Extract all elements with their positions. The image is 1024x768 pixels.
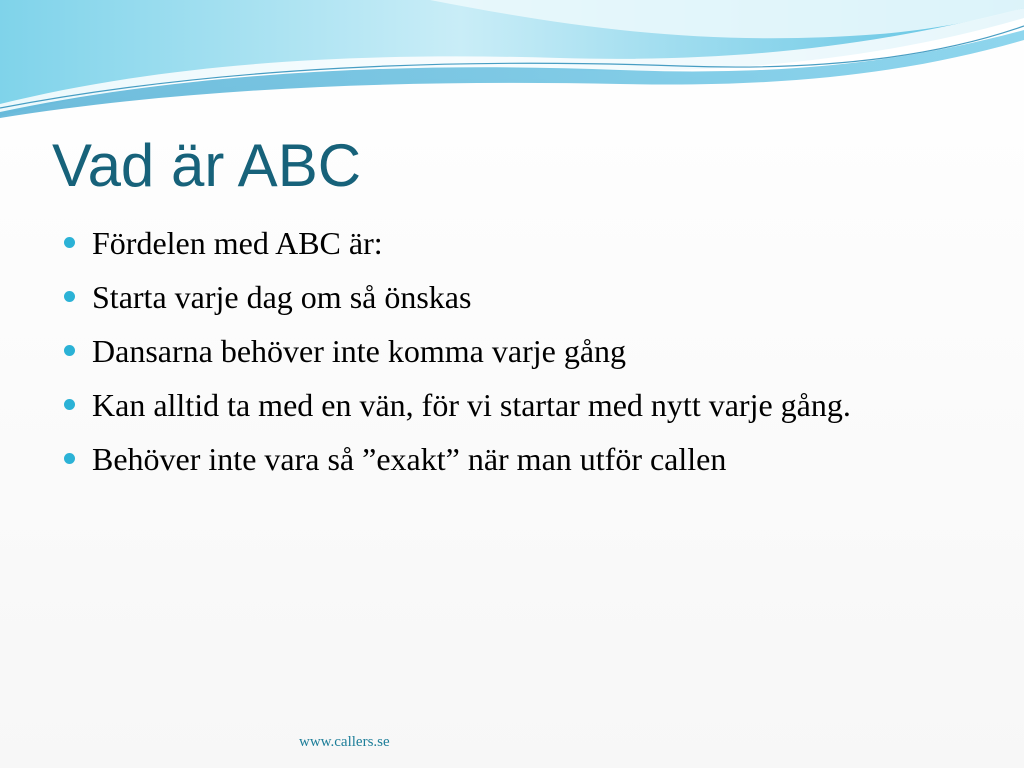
bullet-text: Dansarna behöver inte komma varje gång [92, 333, 627, 369]
bullet-list [62, 222, 962, 492]
bullet-item [62, 438, 962, 481]
bullet-dot-icon [64, 237, 75, 248]
bullet-dot-icon [64, 291, 75, 302]
header-wave-decoration [0, 0, 1024, 130]
bullet-dot-icon [64, 345, 75, 356]
bullet-text: Behöver inte vara så ”exakt” när man utför callen [92, 441, 727, 477]
bullet-item [62, 276, 962, 319]
bullet-item [62, 384, 962, 427]
footer-website-link[interactable]: www.callers.se [299, 734, 390, 750]
bullet-item [62, 330, 962, 373]
bullet-text: Kan alltid ta med en vän, för vi startar med nytt varje gång. [92, 387, 851, 423]
bullet-dot-icon [64, 453, 75, 464]
bullet-item [62, 222, 962, 265]
bullet-dot-icon [64, 399, 75, 410]
bullet-text: Fördelen med ABC är: [92, 225, 383, 261]
bullet-text: Starta varje dag om så önskas [92, 279, 472, 315]
slide-title: Vad är ABC [52, 132, 362, 199]
